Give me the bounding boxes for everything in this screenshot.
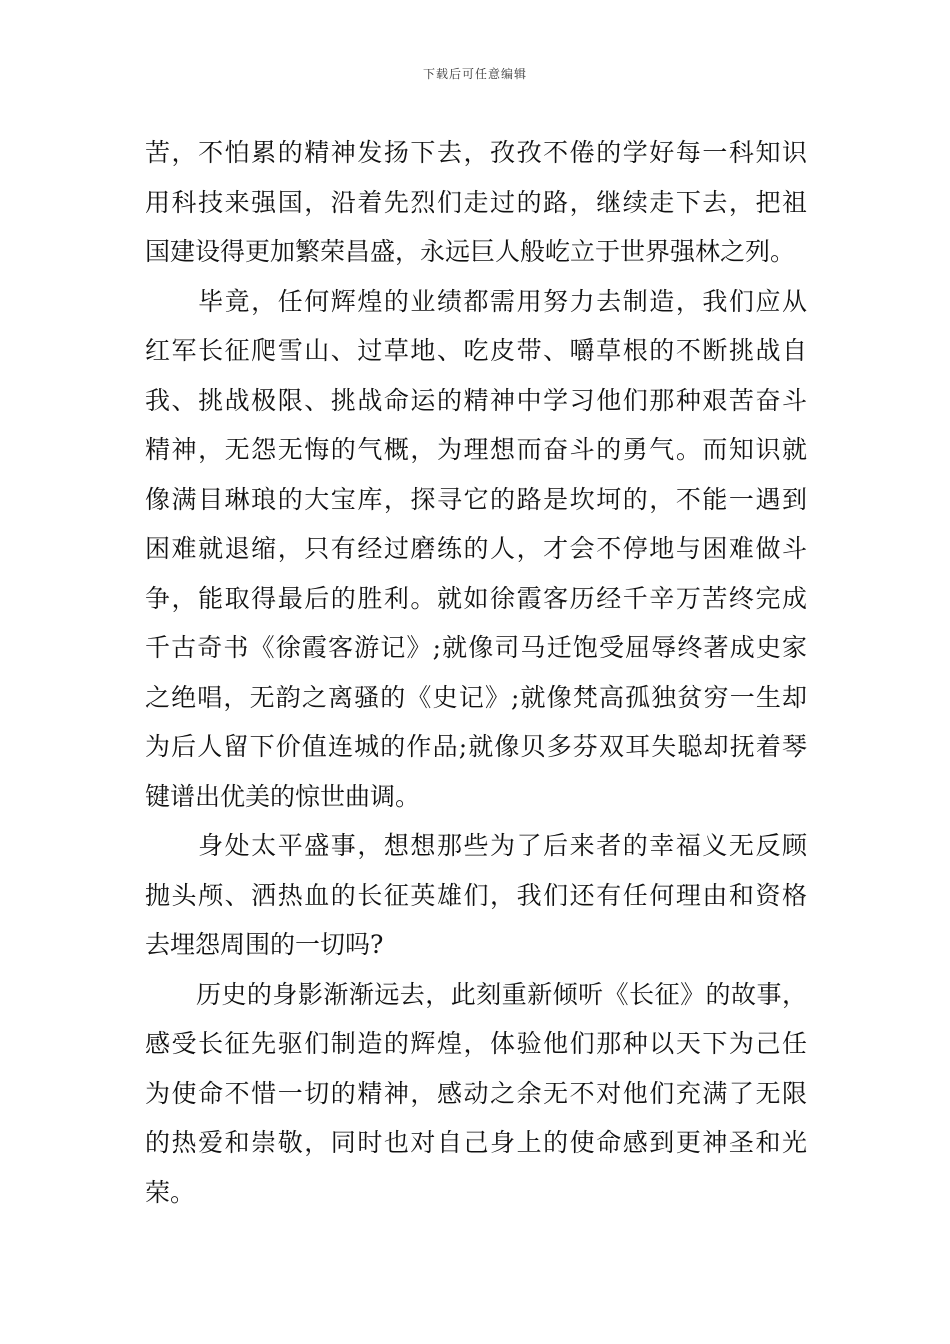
text-line: 身处太平盛事，想想那些为了后来者的幸福义无反顾 xyxy=(145,831,807,860)
text-line: 苦，不怕累的精神发扬下去，孜孜不倦的学好每一科知识 xyxy=(145,138,807,167)
text-line: 去埋怨周围的一切吗? xyxy=(145,930,384,959)
text-line: 我、挑战极限、挑战命运的精神中学习他们那种艰苦奋斗 xyxy=(145,385,807,415)
text-line: 荣。 xyxy=(145,1177,196,1207)
text-line: 用科技来强国，沿着先烈们走过的路，继续走下去，把祖 xyxy=(145,187,807,217)
header-note: 下载后可任意编辑 xyxy=(422,67,527,81)
text-line: 困难就退缩，只有经过磨练的人，才会不停地与困难做斗 xyxy=(145,534,807,563)
text-line: 千古奇书《徐霞客游记》;就像司马迁饱受屈辱终著成史家 xyxy=(145,633,807,662)
text-line: 精神，无怨无悔的气概，为理想而奋斗的勇气。而知识就 xyxy=(145,435,807,464)
text-line: 像满目琳琅的大宝库，探寻它的路是坎坷的，不能一遇到 xyxy=(145,484,807,514)
text-line: 的热爱和崇敬，同时也对自己身上的使命感到更神圣和光 xyxy=(145,1128,807,1157)
body-text xyxy=(145,128,807,1217)
text-line: 国建设得更加繁荣昌盛，永远巨人般屹立于世界强林之列。 xyxy=(145,237,796,266)
text-line: 红军长征爬雪山、过草地、吃皮带、嚼草根的不断挑战自 xyxy=(145,336,807,365)
text-line: 抛头颅、洒热血的长征英雄们，我们还有任何理由和资格 xyxy=(145,880,807,910)
text-line: 键谱出优美的惊世曲调。 xyxy=(145,781,421,811)
text-line: 毕竟，任何辉煌的业绩都需用努力去制造，我们应从 xyxy=(145,286,807,316)
text-line: 历史的身影渐渐远去，此刻重新倾听《长征》的故事， xyxy=(145,979,807,1009)
text-line: 为后人留下价值连城的作品;就像贝多芬双耳失聪却抚着琴 xyxy=(145,732,807,761)
text-line: 为使命不惜一切的精神，感动之余无不对他们充满了无限 xyxy=(145,1078,807,1108)
text-line: 之绝唱，无韵之离骚的《史记》;就像梵高孤独贫穷一生却 xyxy=(145,682,807,712)
text-line: 感受长征先驱们制造的辉煌，体验他们那种以天下为己任 xyxy=(145,1029,807,1058)
text-line: 争，能取得最后的胜利。就如徐霞客历经千辛万苦终完成 xyxy=(145,583,807,613)
